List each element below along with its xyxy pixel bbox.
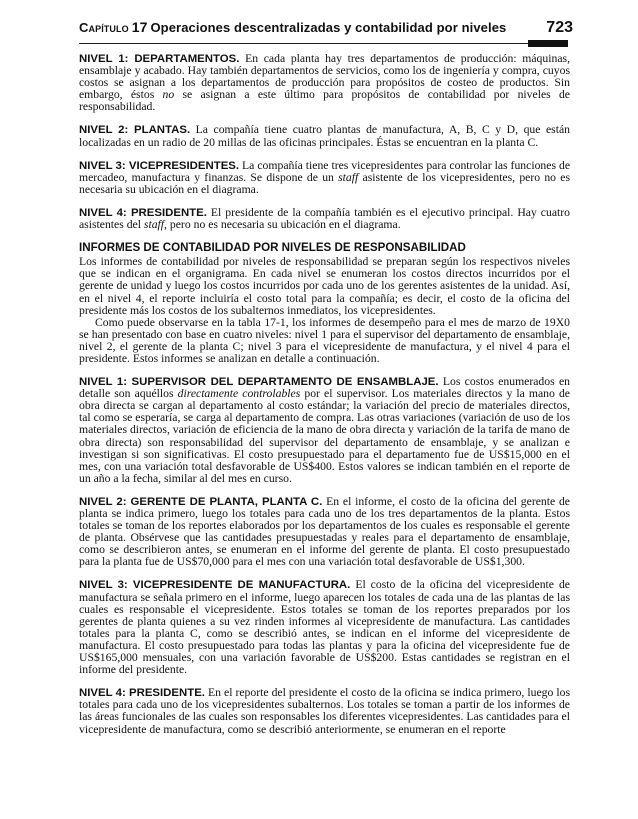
- paragraph-text: por el supervisor. Los materiales directos y la mano de obra directa se cargan al departamento al costo estándar; la variación del precio de materiales directos, tal como se esperaría, se carga al departamento de compra. Las otras variaciones (variación de uso de los materiales directos, variación de eficiencia de la mano de obra directa y variación de la tarifa de mano de obra directa) son responsabilidad del supervisor del departamento de ensamblaje, y se analizan e investigan si son significativas. El costo presupuestado para el departamento fue de US$15,000 en el mes, con una variación total desfavorable de US$400. Estos valores se indican también en el reporte de un año a la fecha, similar al del mes en curso.: [79, 387, 570, 485]
- body-text: [79, 53, 570, 747]
- paragraph-text: La compañía tiene tres vicepresidentes para controlar las funciones de mercadeo, manufactura y finanzas. Se dispone de un: [79, 158, 571, 184]
- paragraph-nivel4-presidente: [79, 207, 570, 231]
- paragraph-lead: NIVEL 4: PRESIDENTE.: [79, 206, 207, 219]
- paragraph-lead: NIVEL 1: DEPARTAMENTOS.: [79, 53, 240, 65]
- paragraph-nivel3-vicepresidentes: [79, 160, 570, 196]
- section-heading: INFORMES DE CONTABILIDAD POR NIVELES DE RESPONSABILIDAD: [79, 241, 466, 255]
- chapter-number: 17: [131, 19, 148, 35]
- chapter-word: Capítulo: [79, 20, 129, 35]
- paragraph-lead: NIVEL 1: SUPERVISOR DEL DEPARTAMENTO DE ENSAMBLAJE.: [79, 376, 439, 389]
- paragraph-nivel4-presidente-reporte: [79, 687, 570, 735]
- paragraph-text: El presidente de la compañía también es el ejecutivo principal. Hay cuatro asistentes del: [79, 205, 570, 232]
- paragraph-lead: NIVEL 3: VICEPRESIDENTES.: [79, 159, 240, 172]
- paragraph-text: En el informe, el costo de la oficina del gerente de planta se indica primero, luego los totales para cada uno de los tres departamentos de la planta. Estos totales se toman de los reportes elaborados por los departamentos de los cuales es responsable el gerente de planta. Obsérvese que las cantidades presupuestadas y reales para el departamento de ensamblaje, como se describieron antes, se enumeran en el informe del gerente de planta. El costo presupuestado para la planta fue de US$70,000 para el mes con una variación total desfavorable de US$1,300.: [79, 494, 570, 569]
- paragraph-text: El costo de la oficina del vicepresidente de manufactura se señala primero en el informe, luego aparecen los totales de cada una de las plantas de las cuales es responsable el vicepresidente. Estos totales se toman de los reportes preparados por los gerentes de planta quienes a su vez rinden informes al vicepresidente de manufactura. Las cantidades totales para la planta C, como se describió antes, se indican en el informe del vicepresidente de manufactura. El costo presupuestado para todas las plantas y para la oficina del vicepresidente fue de US$165,000 mensuales, con una variación favorable de US$200. Estas cantidades se registran en el informe del presidente.: [79, 578, 570, 677]
- emphasis-text: directamente controlables: [177, 387, 301, 401]
- paragraph-nivel1-supervisor: [79, 376, 570, 485]
- chapter-heading: [79, 19, 506, 35]
- section-paragraph-2: Como puede observarse en la tabla 17-1, los informes de desempeño para el mes de marzo de 19X0 se han presentado con base en cuatro niveles: nivel 1 para el supervisor del departamento de ensamblaje, nivel 2, el gerente de la planta C; nivel 3 para el vicepresidente de manufactura, y el nivel 4 para el presidente. Estos informes se analizan en detalle a continuación.: [79, 315, 570, 365]
- paragraph-nivel1-departamentos: [79, 53, 570, 113]
- paragraph-lead: NIVEL 3: VICEPRESIDENTE DE MANUFACTURA.: [79, 579, 351, 592]
- paragraph-lead: NIVEL 2: PLANTAS.: [79, 124, 191, 137]
- paragraph-text: asistente de los vicepresidentes, pero no es necesaria su ubicación en el diagrama.: [79, 170, 570, 196]
- emphasis-text: no: [162, 88, 175, 102]
- paragraph-text: En el reporte del presidente el costo de la oficina se indica primero, luego los totales para cada uno de los vicepresidentes subalternos. Los totales se toman a partir de los informes de las áreas funcionales de las cuales son responsables los diferentes vicepresidentes. Las cantidades para el vicepresidente de manufactura, como se describió anteriormente, se enumeran en el reporte: [79, 686, 571, 736]
- paragraph-lead: NIVEL 2: GERENTE DE PLANTA, PLANTA C.: [79, 495, 323, 508]
- running-header: [79, 19, 573, 41]
- emphasis-text: staff,: [143, 218, 167, 232]
- paragraph-text: pero no es necesaria su ubicación en el diagrama.: [166, 218, 401, 232]
- emphasis-text: staff: [338, 170, 359, 184]
- paragraph-text: La compañía tiene cuatro plantas de manufactura, A, B, C y D, que están localizadas en un radio de 20 millas de las oficinas principales. Éstas se encuentran en la planta C.: [79, 123, 570, 149]
- paragraph-text: En cada planta hay tres departamentos de producción: máquinas, ensamblaje y acabado. Hay también departamentos de servicios, como los de ingeniería y compra, cuyos costos se asignan a los departamentos de producción para propósitos de costeo de productos. Sin embargo, éstos: [79, 52, 570, 102]
- paragraph-nivel3-vp-manufactura: [79, 579, 570, 676]
- paragraph-nivel2-gerente: [79, 496, 570, 569]
- section-paragraph-1: Los informes de contabilidad por niveles de responsabilidad se preparan según los respectivos niveles que se indican en el organigrama. En cada nivel se enumeran los costos directos incurridos por el gerente de unidad y luego los costos incurridos por cada uno de los gerentes asistentes de la unidad. Así, en el nivel 4, el reporte incluiría el costo total para la compañía; es decir, el costo de la oficina del presidente más los costos de los subalternos inmediatos, los vicepresidentes.: [79, 255, 570, 317]
- header-rule: [79, 43, 568, 44]
- chapter-title: Operaciones descentralizadas y contabilidad por niveles: [150, 20, 507, 35]
- paragraph-text: Los costos enumerados en detalle son aquéllos: [79, 375, 570, 401]
- paragraph-text: se asignan a este último para propósitos de contabilidad por niveles de responsabilidad.: [79, 88, 570, 114]
- page-number: 723: [546, 19, 573, 36]
- paragraph-nivel2-plantas: [79, 124, 570, 148]
- thumb-tab-marker: [528, 40, 568, 47]
- paragraph-lead: NIVEL 4: PRESIDENTE.: [79, 687, 205, 700]
